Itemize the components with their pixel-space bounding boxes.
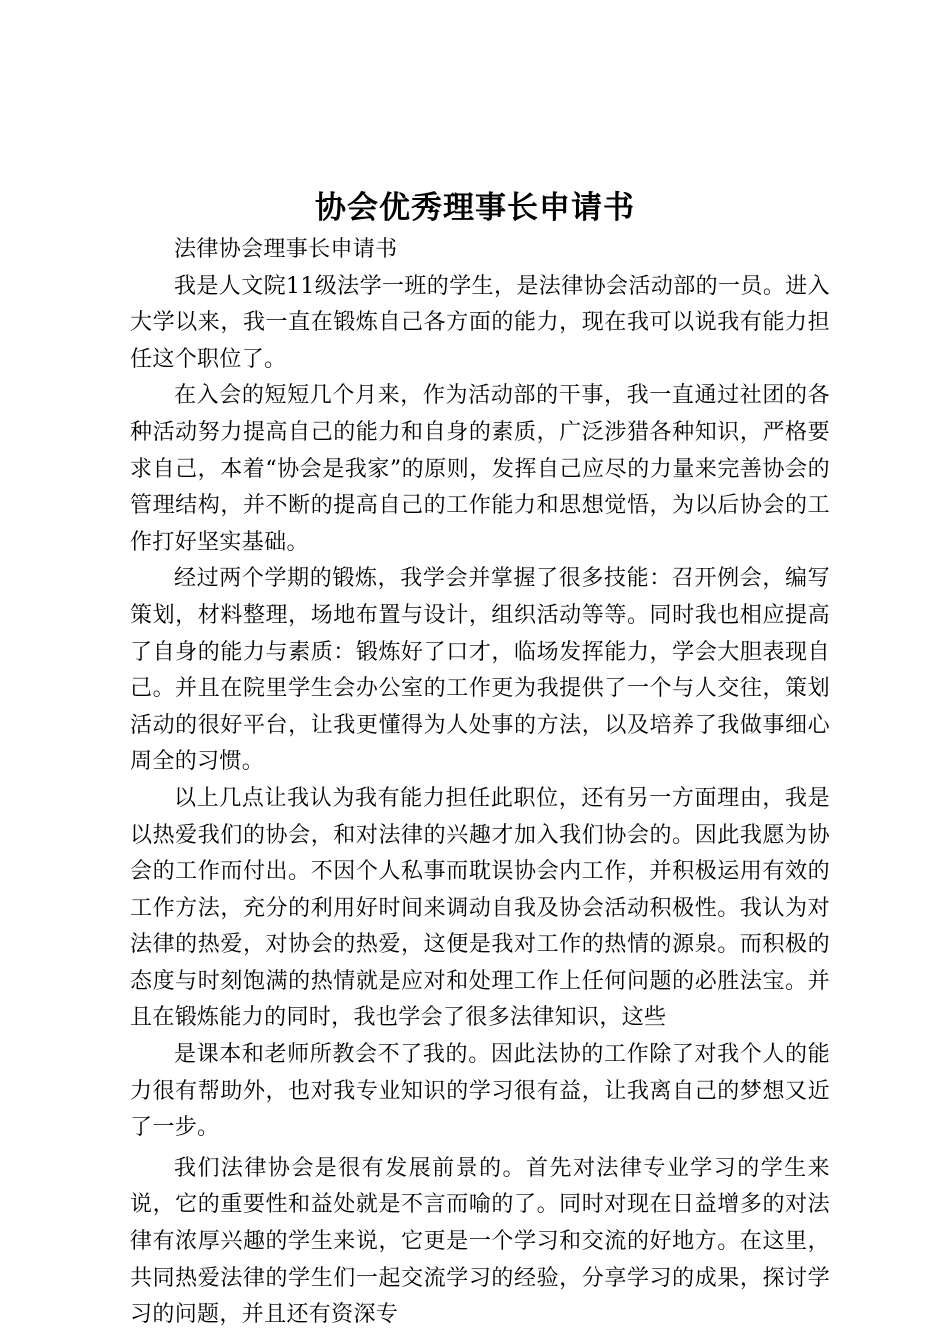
paragraph-intro: 我是人文院11级法学一班的学生，是法律协会活动部的一员。进入大学以来，我一直在锻炼自己各方面的能力，现在我可以说我有能力担任这个职位了。: [130, 273, 830, 372]
paragraph-knowledge: 是课本和老师所教会不了我的。因此法协的工作除了对我个人的能力很有帮助外，也对我专业知识的学习很有益，让我离自己的梦想又近了一步。: [130, 1042, 830, 1141]
paragraph-reasons: 以上几点让我认为我有能力担任此职位，还有另一方面理由，我是以热爱我们的协会，和对法律的兴趣才加入我们协会的。因此我愿为协会的工作而付出。不因个人私事而耽误协会内工作，并积极运用有效的工作方法，充分的利用好时间来调动自我及协会活动积极性。我认为对法律的热爱，对协会的热爱，这便是我对工作的热情的源泉。而积极的态度与时刻饱满的热情就是应对和处理工作上任何问题的必胜法宝。并且在锻炼能力的同时，我也学会了很多法律知识，这些: [130, 785, 830, 1031]
paragraph-prospects: 我们法律协会是很有发展前景的。首先对法律专业学习的学生来说，它的重要性和益处就是不言而喻的了。同时对现在日益增多的对法律有浓厚兴趣的学生来说，它更是一个学习和交流的好地方。在这里，共同热爱法律的学生们一起交流学习的经验，分享学习的成果，探讨学习的问题，并且还有资深专: [130, 1155, 830, 1328]
document-body: [130, 232, 830, 1334]
paragraph-membership: 在入会的短短几个月来，作为活动部的干事，我一直通过社团的各种活动努力提高自己的能力和自身的素质，广泛涉猎各种知识，严格要求自己，本着“协会是我家”的原则，发挥自己应尽的力量来完善协会的管理结构，并不断的提高自己的工作能力和思想觉悟，为以后协会的工作打好坚实基础。: [130, 383, 830, 555]
paragraph-skills: 经过两个学期的锻炼，我学会并掌握了很多技能：召开例会，编写策划，材料整理，场地布置与设计，组织活动等等。同时我也相应提高了自身的能力与素质：锻炼好了口才，临场发挥能力，学会大胆表现自己。并且在院里学生会办公室的工作更为我提供了一个与人交往，策划活动的很好平台，让我更懂得为人处事的方法，以及培养了我做事细心周全的习惯。: [130, 566, 830, 775]
paragraph-subtitle: 法律协会理事长申请书: [174, 237, 398, 262]
document-title: 协会优秀理事长申请书: [315, 190, 635, 226]
